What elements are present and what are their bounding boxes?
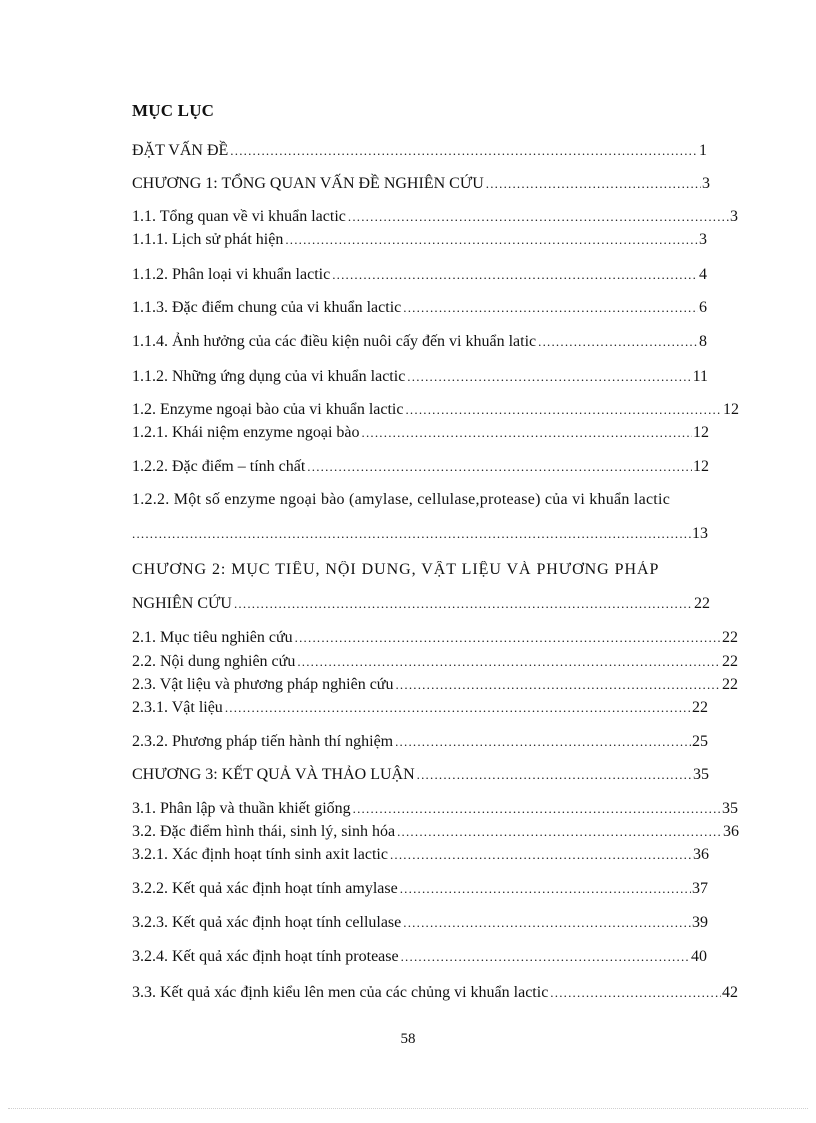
- toc-entry-label: 3.2. Đặc điểm hình thái, sinh lý, sinh hóa: [132, 823, 396, 840]
- toc-entry: [132, 698, 708, 718]
- toc-entry: [132, 652, 738, 672]
- toc-entry-label: CHƯƠNG 2: MỤC TIÊU, NỘI DUNG, VẬT LIỆU VÀ PHƯƠNG PHÁP: [132, 561, 660, 578]
- leader-dots: [225, 698, 691, 718]
- page-number: 58: [400, 1031, 416, 1047]
- toc-entry-page: 3: [730, 208, 738, 225]
- leader-dots: [297, 652, 721, 672]
- leader-dots: [234, 594, 693, 614]
- toc-entry: [132, 367, 708, 387]
- leader-dots: [400, 879, 691, 899]
- toc-entry-label: 3.2.3. Kết quả xác định hoạt tính cellulase: [132, 914, 402, 931]
- page-edge-divider: [8, 1108, 808, 1109]
- leader-dots: [348, 207, 729, 227]
- toc-entry-label: 1.2.2. Đặc điểm – tính chất: [132, 458, 306, 475]
- toc-entry-page: 35: [722, 800, 738, 817]
- toc-entry: [132, 141, 707, 161]
- toc-entry-wrapped: [132, 491, 740, 509]
- leader-dots: [486, 174, 701, 194]
- leader-dots: [405, 400, 722, 420]
- toc-entry-page: 11: [692, 368, 708, 385]
- leader-dots: [417, 765, 692, 785]
- toc-entry: [132, 947, 707, 967]
- toc-entry-label: 3.2.2. Kết quả xác định hoạt tính amylase: [132, 880, 398, 897]
- toc-entry: [132, 207, 738, 227]
- toc-title: MỤC LỤC: [132, 101, 215, 120]
- toc-entry-page: 3: [702, 175, 710, 192]
- leader-dots: [395, 732, 691, 752]
- toc-entry-label: 3.2.1. Xác định hoạt tính sinh axit lactic: [132, 846, 388, 863]
- toc-entry: [132, 628, 738, 648]
- toc-entry-page: 1: [699, 142, 707, 159]
- toc-entry-page: 36: [723, 823, 739, 840]
- toc-entry-label: 1.2.2. Một số enzyme ngoại bào (amylase, cellulase,protease) của vi khuẩn lactic: [132, 491, 671, 508]
- toc-entry-page: 8: [699, 333, 707, 350]
- toc-entry: [132, 799, 738, 819]
- toc-entry-label: 2.1. Mục tiêu nghiên cứu: [132, 629, 293, 646]
- toc-entry-page: 22: [694, 595, 710, 612]
- leader-dots: [132, 524, 691, 544]
- toc-entry: [132, 822, 739, 842]
- leader-dots: [407, 367, 691, 387]
- toc-entry: [132, 913, 708, 933]
- toc-entry: [132, 298, 707, 318]
- leader-dots: [403, 298, 698, 318]
- leader-dots: [285, 230, 698, 250]
- toc-entry: [132, 230, 707, 250]
- toc-entry-page: 22: [722, 629, 738, 646]
- toc-entry: [132, 332, 707, 352]
- toc-entry-page: 22: [722, 653, 738, 670]
- leader-dots: [307, 457, 692, 477]
- toc-entry-label: 2.3. Vật liệu và phương pháp nghiên cứu: [132, 676, 394, 693]
- toc-entry-page: 40: [691, 948, 707, 965]
- toc-entry-page: 25: [692, 733, 708, 750]
- toc-entry-page: 3: [699, 231, 707, 248]
- toc-entry-label: 1.1.3. Đặc điểm chung của vi khuẩn lactic: [132, 299, 402, 316]
- toc-entry: [132, 845, 709, 865]
- leader-dots: [390, 845, 692, 865]
- leader-dots: [538, 332, 698, 352]
- toc-entry-label: 1.1. Tổng quan về vi khuẩn lactic: [132, 208, 346, 225]
- toc-entry: [132, 423, 709, 443]
- toc-entry-page: 13: [692, 525, 708, 542]
- toc-entry: [132, 983, 738, 1003]
- toc-entry-label: 1.1.4. Ảnh hưởng của các điều kiện nuôi cấy đến vi khuẩn latic: [132, 333, 537, 350]
- leader-dots: [397, 822, 722, 842]
- toc-entry-label: CHƯƠNG 1: TỔNG QUAN VẤN ĐỀ NGHIÊN CỨU: [132, 175, 484, 192]
- toc-entry-page: 37: [692, 880, 708, 897]
- toc-entry-page: 35: [693, 766, 709, 783]
- toc-entry: [132, 457, 709, 477]
- toc-entry-page: 22: [692, 699, 708, 716]
- toc-entry-page: 39: [692, 914, 708, 931]
- leader-dots: [353, 799, 721, 819]
- toc-entry-label: 3.3. Kết quả xác định kiểu lên men của các chủng vi khuẩn lactic: [132, 984, 549, 1001]
- toc-entry: [132, 400, 739, 420]
- toc-chapter-wrapped: [132, 561, 742, 581]
- toc-entry-continuation: [132, 524, 708, 544]
- toc-entry-page: 4: [699, 266, 707, 283]
- toc-entry: [132, 732, 708, 752]
- toc-entry-page: 6: [699, 299, 707, 316]
- toc-entry-label: CHƯƠNG 3: KẾT QUẢ VÀ THẢO LUẬN: [132, 766, 415, 783]
- toc-entry: [132, 174, 710, 194]
- toc-entry-page: 12: [693, 458, 709, 475]
- leader-dots: [230, 141, 698, 161]
- leader-dots: [332, 265, 698, 285]
- leader-dots: [403, 913, 691, 933]
- toc-entry-label-continued: NGHIÊN CỨU: [132, 595, 232, 612]
- toc-entry: [132, 675, 738, 695]
- toc-entry-page: 22: [722, 676, 738, 693]
- toc-entry-label: 1.1.1. Lịch sử phát hiện: [132, 231, 284, 248]
- toc-entry-label: 2.2. Nội dung nghiên cứu: [132, 653, 296, 670]
- toc-entry-label: 1.1.2. Phân loại vi khuẩn lactic: [132, 266, 331, 283]
- leader-dots: [401, 947, 690, 967]
- toc-entry: [132, 765, 709, 785]
- leader-dots: [362, 423, 693, 443]
- toc-entry-label: 1.2. Enzyme ngoại bào của vi khuẩn lactic: [132, 401, 404, 418]
- toc-entry-label: 2.3.2. Phương pháp tiến hành thí nghiệm: [132, 733, 394, 750]
- toc-entry-page: 42: [722, 984, 738, 1001]
- toc-entry: [132, 879, 708, 899]
- toc-entry-label: 3.1. Phân lập và thuần khiết giống: [132, 800, 351, 817]
- toc-entry-label: 3.2.4. Kết quả xác định hoạt tính protease: [132, 948, 399, 965]
- toc-entry: [132, 265, 707, 285]
- toc-entry-label: 2.3.1. Vật liệu: [132, 699, 223, 716]
- toc-entry-continuation: [132, 594, 710, 614]
- toc-entry-label: ĐẶT VẤN ĐỀ: [132, 142, 229, 159]
- leader-dots: [550, 983, 721, 1003]
- leader-dots: [295, 628, 721, 648]
- toc-entry-page: 12: [693, 424, 709, 441]
- toc-entry-label: 1.2.1. Khái niệm enzyme ngoại bào: [132, 424, 360, 441]
- leader-dots: [395, 675, 721, 695]
- toc-entry-page: 36: [693, 846, 709, 863]
- toc-entry-label: 1.1.2. Những ứng dụng của vi khuẩn lactic: [132, 368, 406, 385]
- toc-entry-page: 12: [723, 401, 739, 418]
